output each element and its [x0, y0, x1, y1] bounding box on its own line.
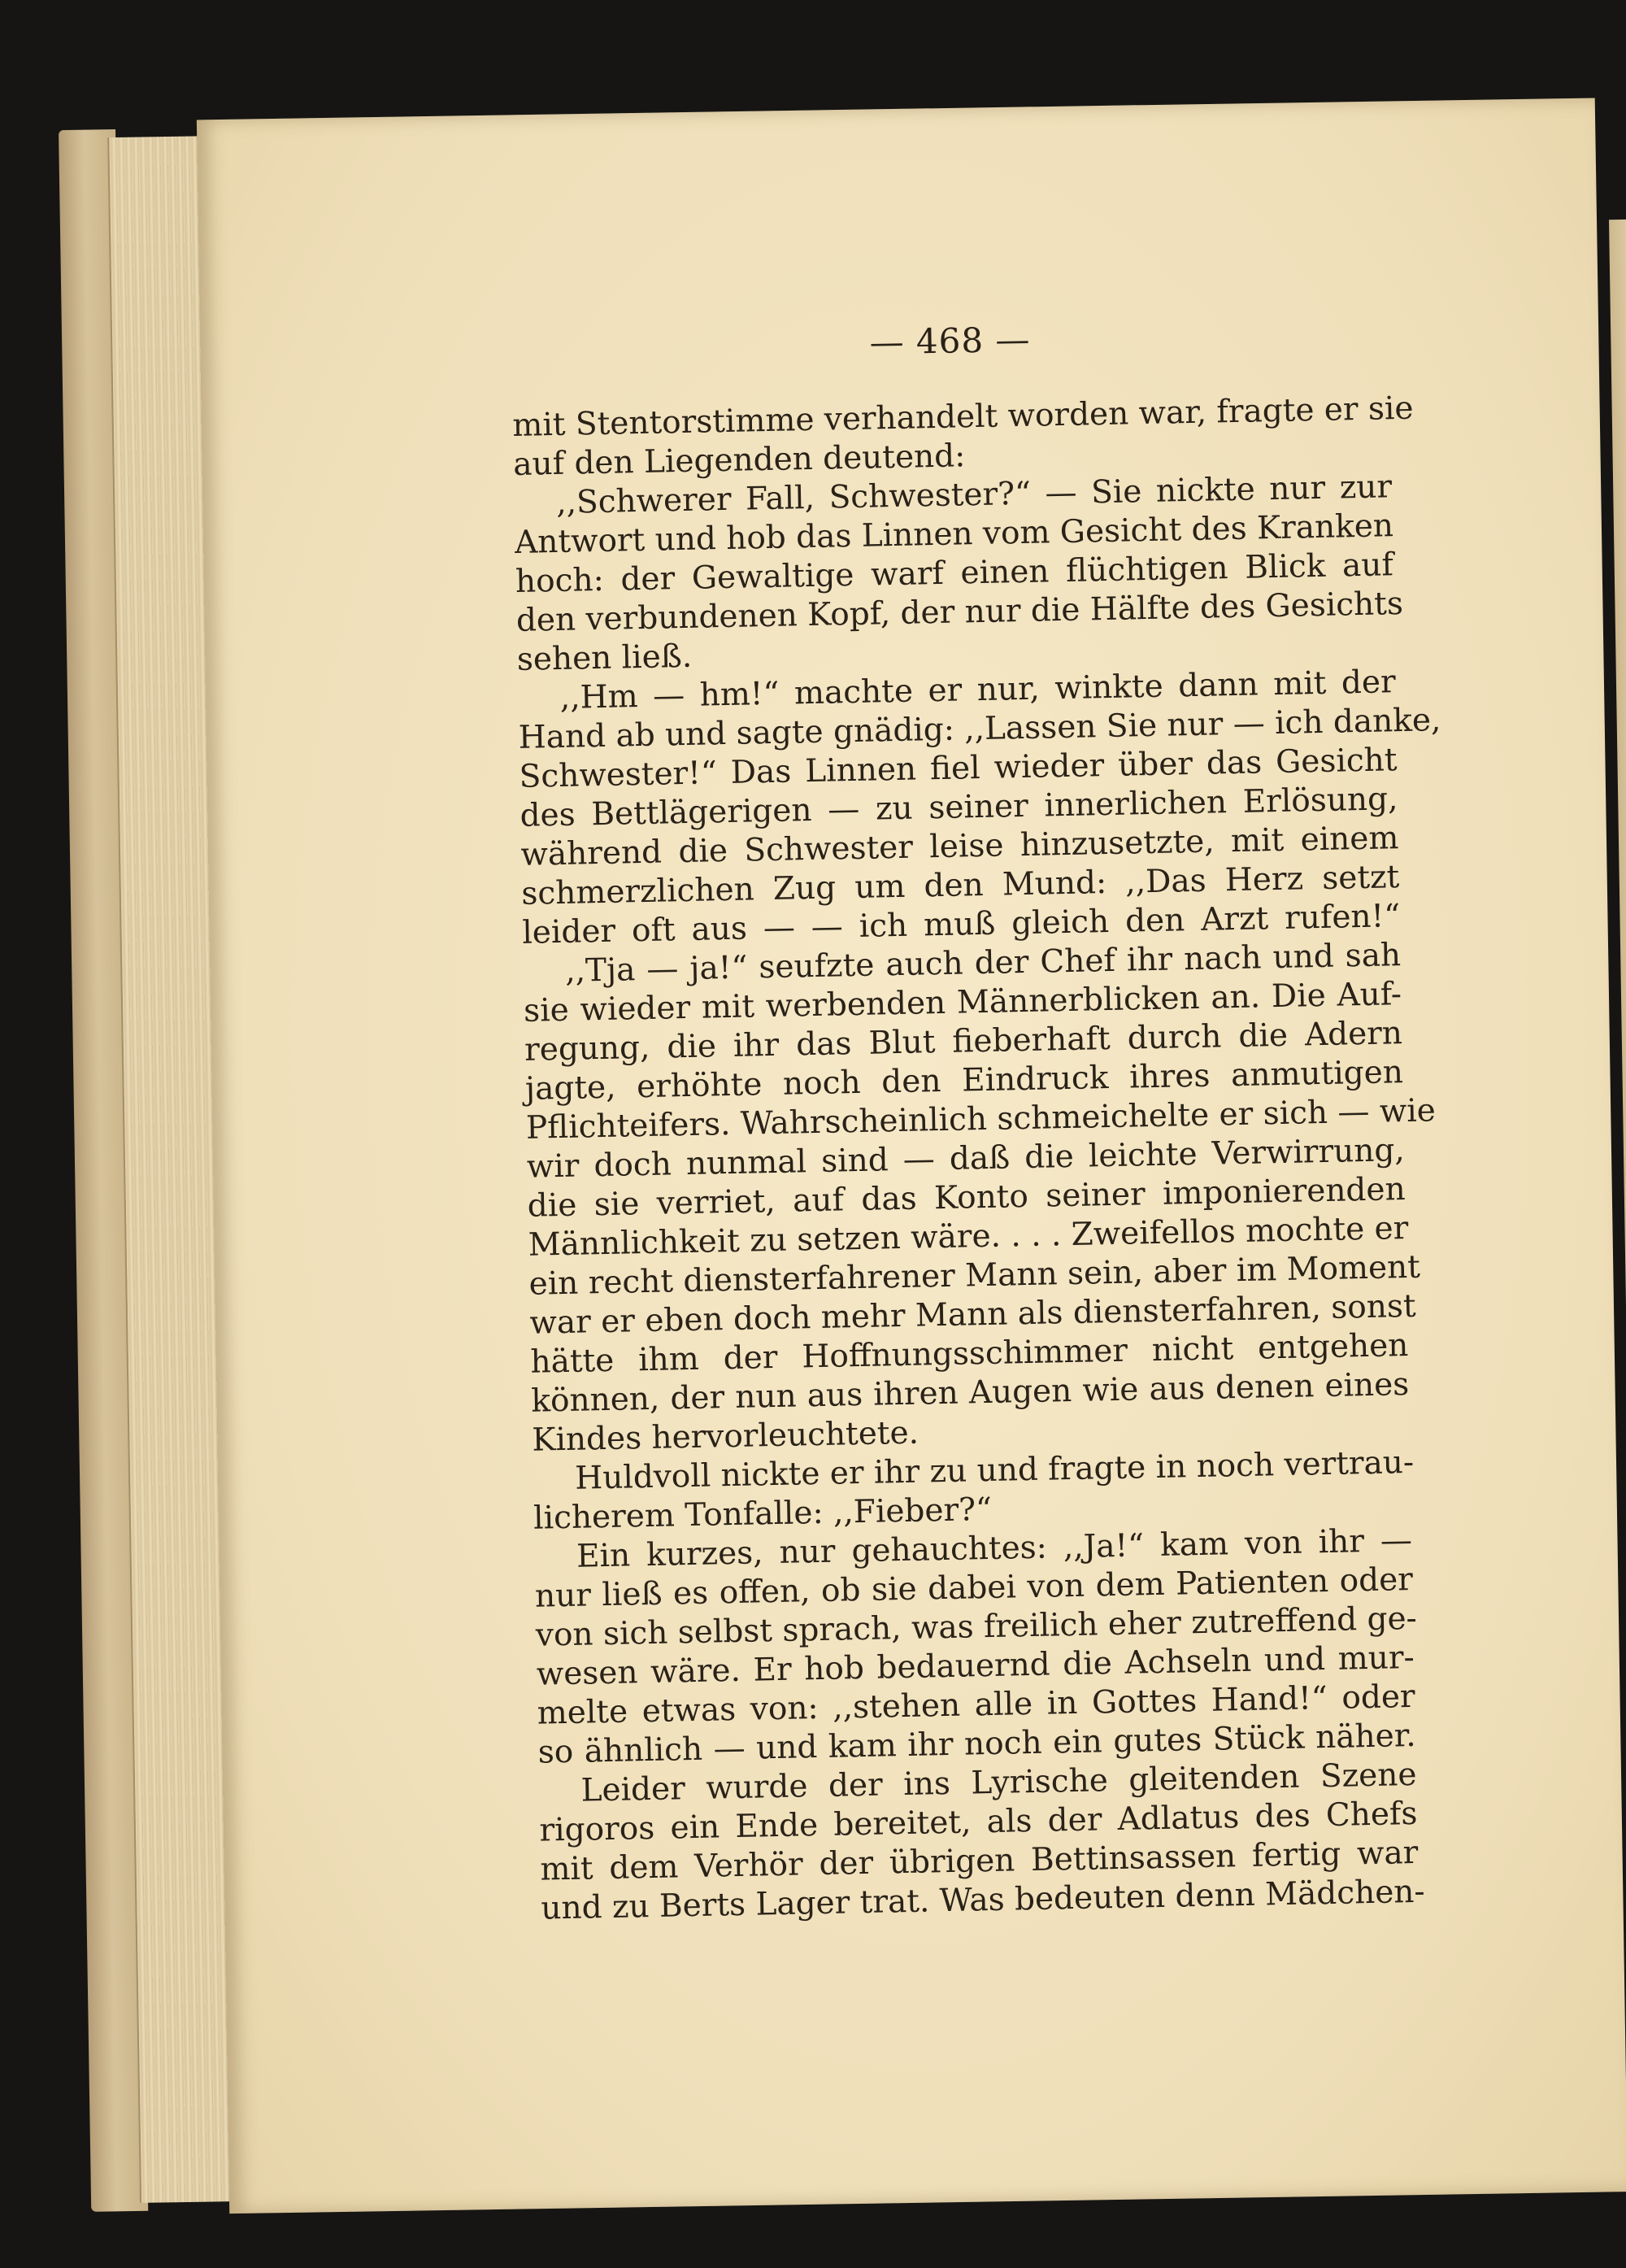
text-line: mit Stentorstimme verhandelt worden war, fragte er sie — [511, 390, 1414, 444]
text-line: Huldvoll nickte er ihr zu und fragte in noch vertrau- — [574, 1443, 1415, 1497]
text-line: leider oft aus — — ich muß gleich den Arzt rufen!“ — [521, 898, 1401, 951]
text-line: Männlichkeit zu setzen wäre. . . . Zweifellos mochte er — [528, 1210, 1409, 1264]
text-line: den verbundenen Kopf, der nur die Hälfte des Gesichts — [515, 585, 1404, 639]
text-line: Schwester!“ Das Linnen fiel wieder über das Gesicht — [519, 742, 1398, 795]
text-line: ,,Schwerer Fall, Schwester?“ — Sie nickte nur zur — [555, 468, 1393, 521]
text-line: hoch: der Gewaltige warf einen flüchtigen Blick auf — [515, 546, 1394, 600]
text-line: so ähnlich — und kam ihr noch ein gutes Stück näher. — [537, 1717, 1416, 1771]
text-line: ein recht diensterfahrener Mann sein, aber im Moment — [528, 1248, 1421, 1303]
text-line: Kindes hervorleuchtete. — [531, 1414, 920, 1459]
text-line: melte etwas von: ,,stehen alle in Gottes Hand!“ oder — [537, 1678, 1416, 1732]
text-line: auf den Liegenden deutend: — [512, 437, 966, 483]
text-line: regung, die ihr das Blut fieberhaft durch die Adern — [524, 1015, 1403, 1069]
text-line: war er eben doch mehr Mann als diensterfahren, sonst — [529, 1287, 1416, 1342]
text-line: wesen wäre. Er hob bedauernd die Achseln und mur- — [536, 1639, 1415, 1693]
text-line: während die Schwester leise hinzusetzte, mit einem — [520, 820, 1399, 873]
text-line: und zu Berts Lager trat. Was bedeuten denn Mädchen- — [540, 1873, 1426, 1927]
text-line: Pflichteifers. Wahrscheinlich schmeichelte er sich — wie — [525, 1092, 1437, 1147]
text-line: schmerzlichen Zug um den Mund: ,,Das Herz setzt — [520, 859, 1400, 912]
text-line: Leider wurde der ins Lyrische gleitenden Szene — [580, 1756, 1417, 1809]
text-line: sehen ließ. — [516, 638, 693, 678]
text-line: jagte, erhöhte noch den Eindruck ihres anmutigen — [524, 1054, 1404, 1108]
text-line: Hand ab und sagte gnädig: ,,Lassen Sie nur — ich danke, — [518, 702, 1441, 756]
page-text-block — [511, 308, 1441, 1928]
text-line: wir doch nunmal sind — daß die leichte Verwirrung, — [526, 1132, 1406, 1186]
text-line: sie wieder mit werbenden Männerblicken an. Die Auf- — [523, 976, 1402, 1030]
text-line: ,,Tja — ja!“ seufzte auch der Chef ihr nach und sah — [564, 937, 1402, 990]
text-line: des Bettlägerigen — zu seiner innerlichen Erlösung, — [520, 781, 1398, 834]
text-line: von sich selbst sprach, was freilich eher zutreffend ge- — [535, 1600, 1418, 1654]
text-line: hätte ihm der Hoffnungsschimmer nicht entgehen — [530, 1327, 1409, 1381]
text-line: ,,Hm — hm!“ machte er nur, winkte dann mit der — [559, 664, 1397, 716]
page-number: — 468 — — [869, 319, 1031, 363]
text-line: Antwort und hob das Linnen vom Gesicht des Kranken — [514, 507, 1394, 561]
text-line: rigoros ein Ende bereitet, als der Adlatus des Chefs — [539, 1795, 1418, 1849]
text-line: mit dem Verhör der übrigen Bettinsassen fertig war — [540, 1834, 1419, 1888]
text-line: licherem Tonfalle: ,,Fieber?“ — [533, 1491, 993, 1537]
text-line: können, der nun aus ihren Augen wie aus denen eines — [530, 1366, 1410, 1420]
text-line: nur ließ es offen, ob sie dabei von dem Patienten oder — [534, 1561, 1414, 1615]
text-line: die sie verriet, auf das Konto seiner imponierenden — [527, 1171, 1406, 1225]
text-line: Ein kurzes, nur gehauchtes: ,,Ja!“ kam von ihr — — [576, 1521, 1413, 1575]
body-text — [511, 390, 1441, 1928]
